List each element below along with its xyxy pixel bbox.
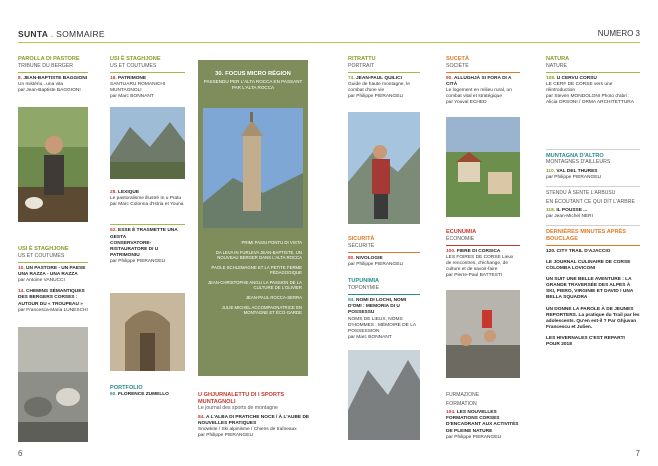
article-entry[interactable]: 110. VAL DEL THURES par Philippe PIERANGELI xyxy=(546,168,602,180)
last-minute-item[interactable]: UN DONNE LA PAROLE À DE JEUNES REPORTERS. La pratique du Trail par les adolescents. Qu'en est-il ? Par Ghjuvan Francescu et Julien. xyxy=(546,306,640,330)
article-entry[interactable]: 18. PATRIMONE SANTUARU ROMANICHI MUNTAGNOLI par Marc BONNANT xyxy=(110,75,166,100)
church-tower-photo xyxy=(203,108,303,228)
article-entry[interactable]: 8. JEAN-BAPTISTE BAGGIONI Un mistériu...una vita par Jean-Baptiste BAGGIONI xyxy=(18,75,88,94)
mountain-village-photo xyxy=(110,107,185,179)
column-2: USI È STAGHJONE US ET COUTUMES 18. PATRIMONE SANTUARU ROMANICHI MUNTAGNOLI par Marc BONNANT xyxy=(110,56,185,105)
article-entry[interactable]: 28. LEXIQUE Le pastoralisme illustré In u Pratu par Marc Colonna d'Istria et Youna xyxy=(110,190,184,208)
column-1 xyxy=(18,56,88,99)
portfolio-block: PORTFOLIO 60. FLORENCE ZUMELLO xyxy=(110,385,169,397)
stone-sheep-photo xyxy=(18,327,88,442)
last-minute-item[interactable]: LES HIVERNALES C'EST REPARTI POUR 2018 xyxy=(546,336,625,348)
article-entry[interactable]: 10. UN PASTORE - UN PAESE UNA RAZZA - UNA RAZZA par Antoine VANUCCI xyxy=(18,265,86,284)
column-5-mid: ECUNUMIA ÉCONOMIE 100. FIERE DI CORSICA LES FOIRES DE CORSE Lieux de rencontres, d'échange, de culture et de savoir-faire par Pierre-Paul BATTESTI xyxy=(446,229,520,285)
column-5-lower: FURMAZIONE FORMATION 104. LES NOUVELLES FORMATIONS CORSES D'ENCADRANT AUX ACTIVITÉS DE PLEINE NATURE par Philippe PIERANGELI xyxy=(446,392,519,440)
column-2-mid xyxy=(110,190,185,270)
article-entry[interactable]: 52. ESSE È TRASMETTE UNA GESTA CONSERVATORE-RISTAURATORE DI U PATRIMONIU par Philippe PIERANGELI xyxy=(110,228,178,264)
page-number-left: 6 xyxy=(18,449,23,458)
article-entry[interactable]: 90. ALLUGHJÀ SI FORA DI A CITÀ Le logement en milieu rural, un combat vital et stratégique par Youval ECHED xyxy=(446,75,512,106)
focus-micro-region-panel[interactable]: 30. FOCUS MICRO RÉGION PASSENDU PER L'ALTA ROCCA EN PASSANT PAR L'ALTA ROCCA PRIMI PASSI PONTU DI VISTA DA LEVA IN FURLEVA JEAN-BAPTISTE, UN NOUVEAU BERGER DANS L'ALTA ROCCA PAOLE SCHLEMAGNE ET LA PETITE FERME PÉDAGOGIQUE JEAN-CHRISTOPHE ANGLI LA PASSION DE LA CULTURE DE L'OLIVIER JEAN-PAUL ROCCA-SERRA JULIE MICHEL ACCOMPAGNATRICE EN MONTAGNE ET ÉCO-GARDE xyxy=(198,60,308,376)
column-4: RITRATTU PORTRAIT 74. JEAN-PAUL QUILICI Guide de haute montagne, le combat d'une vie par Philippe PIERANGELI xyxy=(348,56,420,105)
article-entry[interactable]: 108. U CERVU CORSU LE CERF DE CORSE vers une réintroduction par Steven MONDOLONI Photo d'abri : Alicia ORSONI / ORMA ARCHITETTURA xyxy=(546,75,634,106)
column-6: NATURA NATURE 108. U CERVU CORSU LE CERF DE CORSE vers une réintroduction par Steven MONDOLONI Photo d'abri : Alicia ORSONI / ORMA ARCHITETTURA MUNTAGNA D'ALTRO MONTAGNES D'AILLEURS 110. VAL DEL THURES par Philippe PIERANGELI STENDU À SENTE L'ARBUSU EN ÉCOUTANT CE QUI DIT L'ARBRE 118. IL POUSSE ... par Jean-Michel NERI DERNIÈRES MINUTES APRÈS BOUCLAGE 120. CITY TRAIL D'AJACCIO LE JOURNAL CULINAIRE DE CORSE COLOMBA LOVICONI UN SUIT UNE BELLE AVENTURE : LA GRANDE TRAVERSÉE DES ALPES À SKI, PIERO, VIRGINIE ET DAVID ! UNA BELLA SQUADRA UN DONNE LA PAROLE À DE JEUNES REPORTERS. La pratique du Trail par les adolescents. Qu'en est-il ? Par Ghjuvan Francescu et Julien. LES HIVERNALES C'EST REPARTI POUR 2018 xyxy=(546,56,640,348)
last-minute-item[interactable]: LE JOURNAL CULINAIRE DE CORSE COLOMBA LOVICONI xyxy=(546,259,631,271)
article-entry[interactable]: 104. LES NOUVELLES FORMATIONS CORSES D'ENCADRANT AUX ACTIVITÉS DE PLEINE NATURE par Philippe PIERANGELI xyxy=(446,410,519,440)
shepherd-photo xyxy=(18,107,88,222)
header-rule xyxy=(18,42,640,43)
mountain-sports-block: U GHJURNALETTU DI I SPORTS MUNTAGNOLI Le journal des sports de montagne 84. A L'ALBA DI PRATICHE NOCE / À L'AUBE DE NOUVELLES PRATIQUES Snowkite / Ski alpinisme / Chiens de traîneaux par Philippe PIERANGELI xyxy=(198,392,310,439)
column-1-lower: USI È STAGHJONE US ET COUTUMES 10. UN PASTORE - UN PAESE UNA RAZZA - UNA RAZZA par Antoine VANUCCI 14. CHEMINS SÉMANTIQUES DES BERGERS CORSES : AUTOUR DU « TROUPEAU » par Francesca-Maria LUNESCHI xyxy=(18,246,88,313)
article-entry[interactable]: 74. JEAN-PAUL QUILICI Guide de haute montagne, le combat d'une vie par Philippe PIERANGELI xyxy=(348,75,410,100)
last-minute-item[interactable]: 120. CITY TRAIL D'AJACCIO xyxy=(546,248,611,254)
village-houses-photo xyxy=(446,117,520,217)
section-subtitle: TRIBUNE DU BERGER xyxy=(18,62,74,69)
page-header-title: SUNTA . SOMMAIRE xyxy=(18,29,105,39)
issue-number: NUMERO 3 xyxy=(597,29,640,38)
section-title: PAROLLA DI PASTORE xyxy=(18,56,80,62)
mountain-guide-photo xyxy=(348,112,420,224)
article-entry[interactable]: 14. CHEMINS SÉMANTIQUES DES BERGERS CORSES : AUTOUR DU « TROUPEAU » par Francesca-Maria LUNESCHI xyxy=(18,289,88,313)
column-4-mid: SICURITÀ SÉCURITÉ 80. NIVOLOGIE par Philippe PIERANGELI TUPUNIMIA TOPONYMIE 94. NOMI DI LOCHI, NOMI D'OMI : MEMORIA DI U POSSESSU NOMS DE LIEUX, NOMS D'HOMMES : MÉMOIRE DE LA POSSESSION par Marc BONNANT xyxy=(348,236,420,346)
article-entry[interactable]: 94. NOMI DI LOCHI, NOMI D'OMI : MEMORIA DI U POSSESSU NOMS DE LIEUX, NOMS D'HOMMES : MÉMOIRE DE LA POSSESSION par Marc BONNANT xyxy=(348,298,416,340)
chapel-interior-photo xyxy=(110,293,185,371)
article-entry[interactable]: 84. A L'ALBA DI PRATICHE NOCE / À L'AUBE DE NOUVELLES PRATIQUES Snowkite / Ski alpinisme / Chiens de traîneaux par Philippe PIERANGELI xyxy=(198,414,310,439)
mountain-ridge-photo xyxy=(348,350,420,440)
page-number-right: 7 xyxy=(635,449,640,458)
article-entry[interactable]: 118. IL POUSSE ... par Jean-Michel NERI xyxy=(546,207,593,220)
last-minute-item[interactable]: UN SUIT UNE BELLE AVENTURE : LA GRANDE TRAVERSÉE DES ALPES À SKI, PIERO, VIRGINIE ET DAVID ! UNA BELLA SQUADRA xyxy=(546,277,634,301)
column-5: SUCETÀ SOCIÉTÉ 90. ALLUGHJÀ SI FORA DI A CITÀ Le logement en milieu rural, un combat vital et stratégique par Youval ECHED xyxy=(446,56,520,112)
article-entry[interactable]: 80. NIVOLOGIE par Philippe PIERANGELI xyxy=(348,255,404,268)
article-entry[interactable]: 100. FIERE DI CORSICA LES FOIRES DE CORSE Lieux de rencontres, d'échange, de culture et de savoir-faire par Pierre-Paul BATTESTI xyxy=(446,248,514,279)
focus-articles-list: PRIMI PASSI PONTU DI VISTA DA LEVA IN FURLEVA JEAN-BAPTISTE, UN NOUVEAU BERGER DANS L'ALTA ROCCA PAOLE SCHLEMAGNE ET LA PETITE FERME PÉDAGOGIQUE JEAN-CHRISTOPHE ANGLI LA PASSION DE LA CULTURE DE L'OLIVIER JEAN-PAUL ROCCA-SERRA JULIE MICHEL ACCOMPAGNATRICE EN MONTAGNE ET ÉCO-GARDE xyxy=(207,240,302,316)
fair-crowd-photo xyxy=(446,290,520,378)
